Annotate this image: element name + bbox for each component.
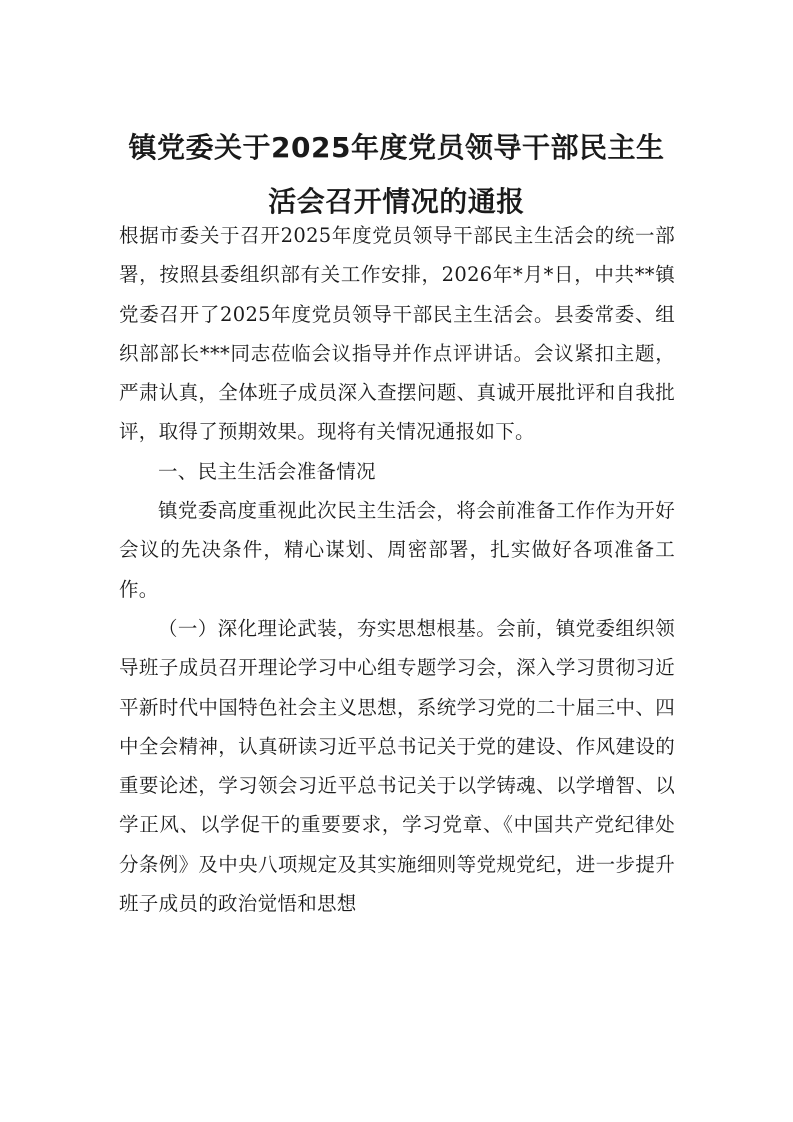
section-paragraph-1: 镇党委高度重视此次民主生活会，将会前准备工作作为开好会议的先决条件，精心谋划、周密部署，扎实做好各项准备工作。 bbox=[119, 499, 675, 601]
intro-paragraph: 根据市委关于召开2025年度党员领导干部民主生活会的统一部署，按照县委组织部有关工作安排，2026年*月*日，中共**镇党委召开了2025年度党员领导干部民主生活会。县委常委、组织部部长***同志莅临会议指导并作点评讲话。会议紧扣主题，严肃认真，全体班子成员深入查摆问题、真诚开展批评和自我批评，取得了预期效果。现将有关情况通报如下。 bbox=[119, 224, 675, 444]
title-line-1: 镇党委关于2025年度党员领导干部民主生 bbox=[128, 131, 665, 164]
subsection-paragraph-1: （一）深化理论武装，夯实思想根基。会前，镇党委组织领导班子成员召开理论学习中心组专题学习会，深入学习贯彻习近平新时代中国特色社会主义思想，系统学习党的二十届三中、四中全会精神，认真研读习近平总书记关于党的建设、作风建设的重要论述，学习领会习近平总书记关于以学铸魂、以学增智、以学正风、以学促干的重要要求，学习党章、《中国共产党纪律处分条例》及中央八项规定及其实施细则等党规党纪，进一步提升班子成员的政治觉悟和思想 bbox=[119, 616, 675, 916]
document-body bbox=[119, 216, 675, 923]
title-line-2: 活会召开情况的通报 bbox=[268, 185, 525, 218]
document-title bbox=[100, 121, 693, 229]
section-heading-1: 一、民主生活会准备情况 bbox=[158, 459, 376, 483]
